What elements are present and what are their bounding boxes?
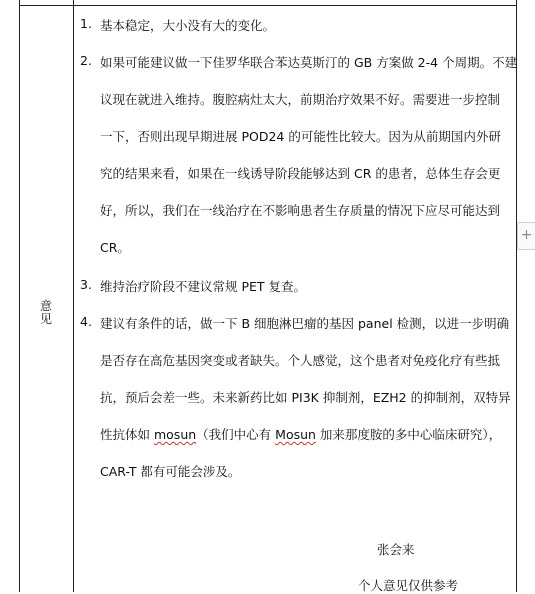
item-text-line: 一下，否则出现早期进展 POD24 的可能性比较大。因为从前期国内外研	[100, 129, 501, 144]
misspelled-word-mosun[interactable]: mosun	[153, 427, 197, 442]
disclaimer-note: 个人意见仅供参考	[358, 578, 459, 593]
item-number: 3.	[80, 277, 92, 292]
table-left-border	[19, 0, 20, 592]
item-text-line: 建议有条件的话，做一下 B 细胞淋巴瘤的基因 panel 检测，以进一步明确	[100, 316, 510, 331]
table-column-divider	[73, 0, 74, 592]
misspelled-word-mosun-2[interactable]: Mosun	[275, 427, 316, 442]
text-segment: （我们中心有	[196, 427, 276, 442]
item-text-line: 好，所以，我们在一线治疗在不影响患者生存质量的情况下应尽可能达到	[100, 203, 501, 218]
item-text-line: 是否存在高危基因突变或者缺失。个人感觉，这个患者对免疫化疗有些抵	[100, 353, 501, 368]
row-label-opinion	[20, 300, 72, 326]
row-label-char-1: 意	[39, 299, 52, 313]
item-text-line	[100, 425, 501, 443]
item-text-line: 维持治疗阶段不建议常规 PET 复查。	[100, 279, 307, 294]
table-top-border	[19, 5, 517, 6]
row-label-char-2: 见	[39, 312, 52, 326]
item-number: 1.	[80, 16, 92, 31]
item-text-line: 如果可能建议做一下佳罗华联合苯达莫斯汀的 GB 方案做 2-4 个周期。不建	[100, 55, 518, 70]
item-text-line: 基本稳定，大小没有大的变化。	[100, 18, 276, 33]
text-segment: 性抗体如	[100, 427, 154, 442]
item-text-line: 抗，预后会差一些。未来新药比如 PI3K 抑制剂，EZH2 的抑制剂，双特异	[100, 390, 511, 405]
item-number: 4.	[80, 314, 92, 329]
signer-name: 张会来	[377, 542, 415, 557]
item-number: 2.	[80, 53, 92, 68]
item-text-line: CAR-T 都有可能会涉及。	[100, 464, 241, 479]
item-text-line: CR。	[100, 240, 130, 255]
add-button[interactable]: +	[517, 222, 535, 250]
text-segment: 加来那度胺的多中心临床研究），	[315, 427, 502, 442]
table-right-border	[516, 0, 517, 592]
item-text-line: 究的结果来看，如果在一线诱导阶段能够达到 CR 的患者，总体生存会更	[100, 166, 501, 181]
item-text-line: 议现在就进入维持。腹腔病灶太大，前期治疗效果不好。需要进一步控制	[100, 92, 501, 107]
